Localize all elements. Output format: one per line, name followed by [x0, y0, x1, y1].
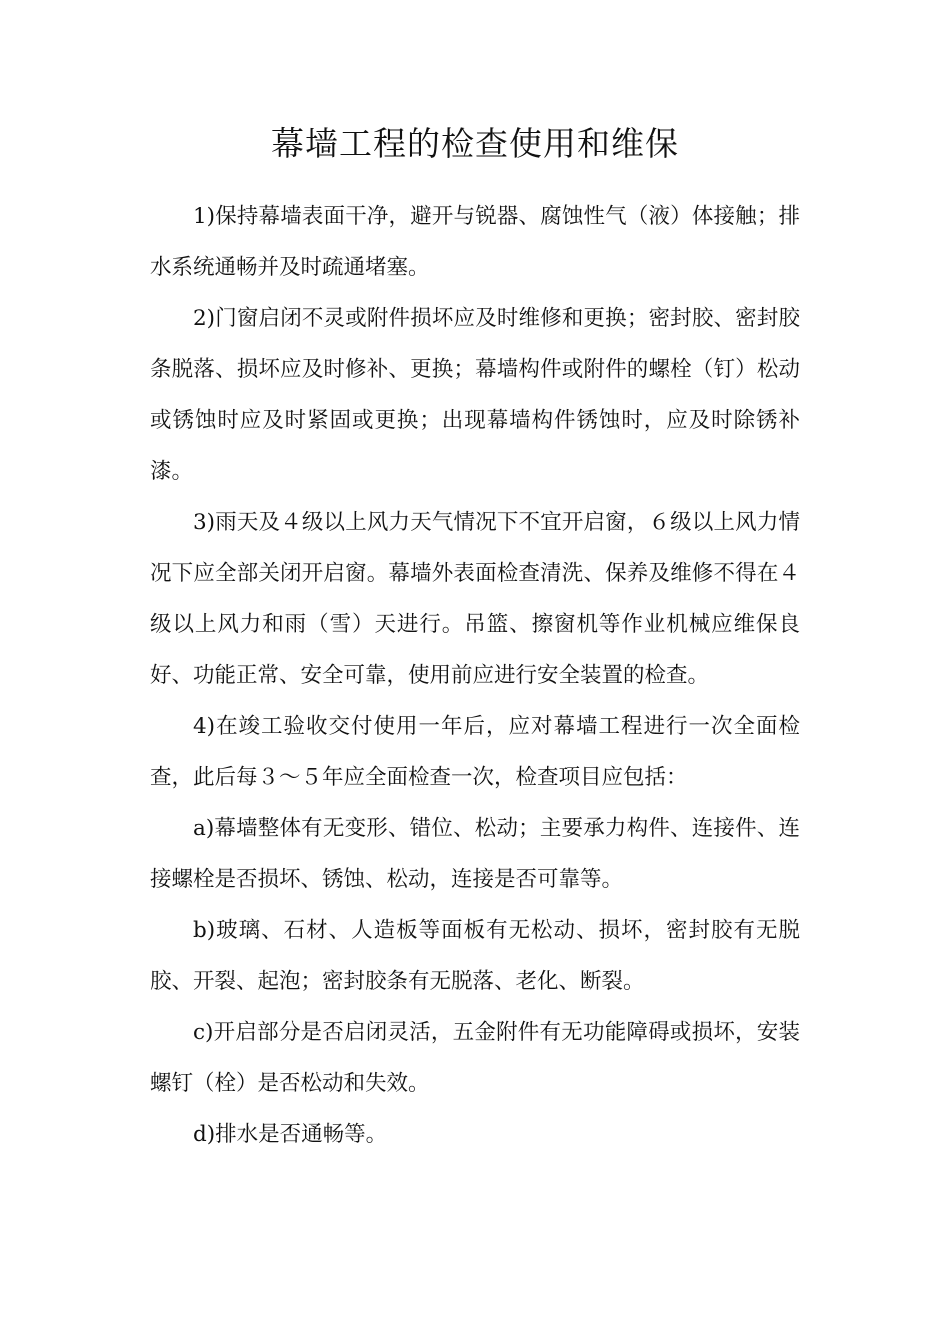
document-title: 幕墙工程的检查使用和维保 [271, 124, 679, 163]
paragraph-c: c)开启部分是否启闭灵活，五金附件有无功能障碍或损坏，安装螺钉（栓）是否松动和失效。 [150, 1020, 800, 1096]
paragraph-b: b)玻璃、石材、人造板等面板有无松动、损坏，密封胶有无脱胶、开裂、起泡；密封胶条有无脱落、老化、断裂。 [150, 918, 800, 994]
paragraph-2: 2)门窗启闭不灵或附件损坏应及时维修和更换；密封胶、密封胶条脱落、损坏应及时修补、更换；幕墙构件或附件的螺栓（钉）松动或锈蚀时应及时紧固或更换；出现幕墙构件锈蚀时，应及时除锈补漆。 [150, 306, 800, 484]
paragraph-3: 3)雨天及４级以上风力天气情况下不宜开启窗，６级以上风力情况下应全部关闭开启窗。幕墙外表面检查清洗、保养及维修不得在４级以上风力和雨（雪）天进行。吊篮、擦窗机等作业机械应维保良好、功能正常、安全可靠，使用前应进行安全装置的检查。 [150, 510, 800, 688]
paragraph-4: 4)在竣工验收交付使用一年后，应对幕墙工程进行一次全面检查，此后每３～５年应全面检查一次，检查项目应包括： [150, 714, 800, 790]
paragraph-d: d)排水是否通畅等。 [193, 1122, 388, 1147]
document-body [150, 191, 800, 1160]
paragraph-a: a)幕墙整体有无变形、错位、松动；主要承力构件、连接件、连接螺栓是否损坏、锈蚀、松动，连接是否可靠等。 [150, 816, 800, 892]
paragraph-1: 1)保持幕墙表面干净，避开与锐器、腐蚀性气（液）体接触；排水系统通畅并及时疏通堵塞。 [150, 204, 800, 280]
